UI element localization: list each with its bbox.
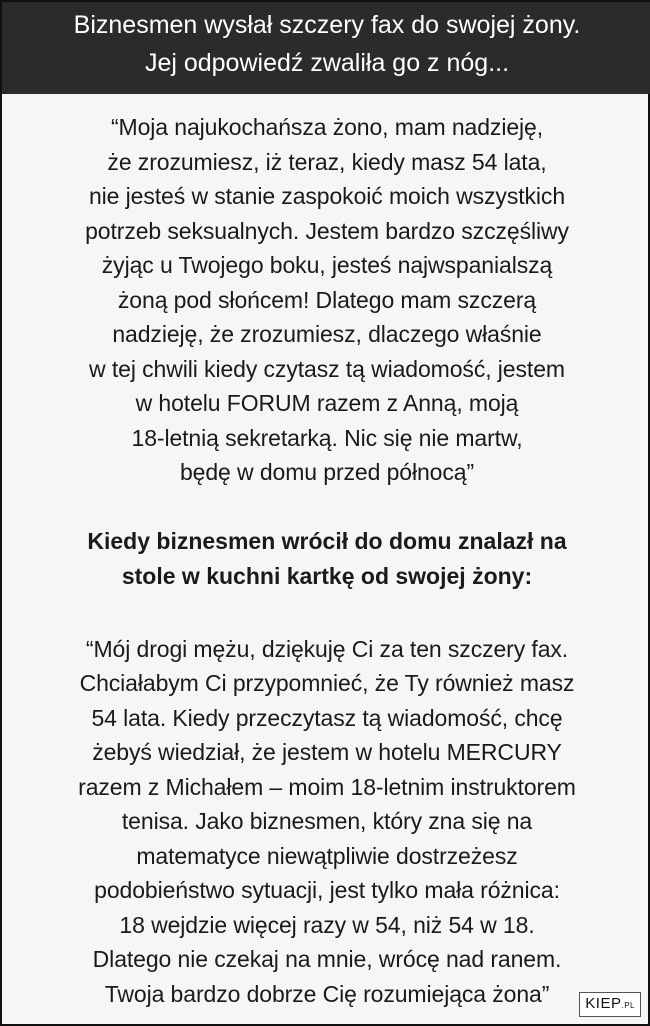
reply-line: Chciałabym Ci przypomnieć, że Ty również masz [79, 670, 575, 696]
reply-line: 54 lata. Kiedy przeczytasz tą wiadomość, chcę [91, 704, 563, 731]
fax-line: “Moja najukochańsza żono, mam nadzieję, [110, 114, 544, 140]
reply-line: 18 wejdzie więcej razy w 54, niż 54 w 18. [119, 911, 535, 938]
meme-title-bar [2, 2, 650, 94]
fax-line: będę w domu przed północą” [179, 459, 475, 485]
reply-line: Dlatego nie czekaj na mnie, wrócę nad ranem. [92, 946, 562, 972]
logo-text: KIEP [585, 995, 622, 1012]
reply-line: żebyś wiedział, że jestem w hotelu MERCURY [92, 739, 562, 765]
narration-line: Kiedy biznesmen wrócił do domu znalazł na [87, 527, 567, 554]
narration-line: stole w kuchni kartkę od swojej żony: [121, 562, 533, 589]
reply-line: tenisa. Jako biznesmen, który zna się na [121, 808, 533, 834]
fax-message [10, 110, 644, 490]
reply-line: podobieństwo sytuacji, jest tylko mała różnica: [94, 877, 560, 903]
fax-line: żoną pod słońcem! Dlatego mam szczerą [117, 286, 537, 313]
title-line-1: Biznesmen wysłał szczery fax do swojej żony. [73, 11, 581, 39]
fax-line: żyjąc u Twojego boku, jesteś najwspanialszą [101, 252, 553, 278]
fax-line: że zrozumiesz, iż teraz, kiedy masz 54 lata, [107, 148, 547, 175]
fax-line: 18-letnią sekretarką. Nic się nie martw, [131, 424, 523, 451]
logo-suffix: .PL [621, 1001, 635, 1010]
fax-line: w hotelu FORUM razem z Anną, moją [135, 390, 519, 416]
reply-note [10, 632, 644, 1012]
reply-line: matematyce niewątpliwie dostrzeżesz [136, 842, 518, 869]
kiep-logo[interactable] [579, 992, 641, 1017]
fax-line: w tej chwili kiedy czytasz tą wiadomość, jestem [89, 355, 565, 382]
title-line-2: Jej odpowiedź zwaliła go z nóg... [144, 49, 510, 77]
reply-line: Twoja bardzo dobrze Cię rozumiejąca żona” [104, 980, 550, 1007]
reply-line: razem z Michałem – moim 18-letnim instruktorem [78, 773, 576, 800]
narration [10, 524, 644, 594]
meme-content [10, 110, 644, 1011]
fax-line: nadzieję, że zrozumiesz, dlaczego właśnie [112, 321, 542, 347]
reply-line: “Mój drogi mężu, dziękuję Ci za ten szczery fax. [85, 635, 569, 662]
fax-line: nie jesteś w stanie zaspokoić moich wszystkich [88, 183, 566, 209]
fax-line: potrzeb seksualnych. Jestem bardzo szczęśliwy [85, 217, 569, 244]
